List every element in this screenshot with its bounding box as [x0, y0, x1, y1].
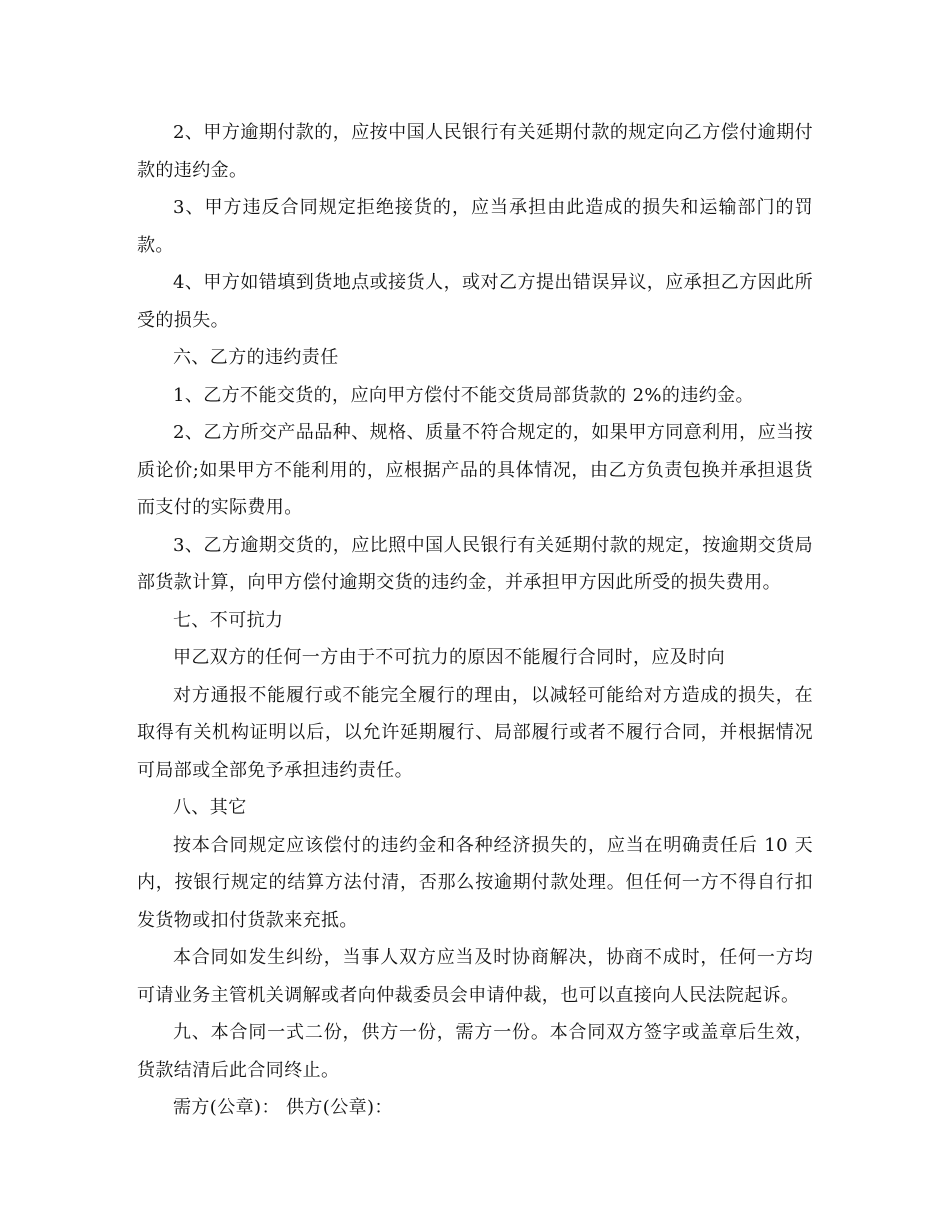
paragraph-buyer-late-payment: 2、甲方逾期付款的，应按中国人民银行有关延期付款的规定向乙方偿付逾期付款的违约金。: [137, 122, 813, 181]
paragraph-copies-effect: 九、本合同一式二份，供方一份，需方一份。本合同双方签字或盖章后生效，货款结清后此合同终止。: [137, 1022, 813, 1081]
paragraph-compensation-settlement: 按本合同规定应该偿付的违约金和各种经济损失的，应当在明确责任后 10 天内，按银行规定的结算方法付清，否那么按逾期付款处理。但任何一方不得自行扣发货物或扣付货款来充抵。: [137, 834, 813, 931]
section-heading-force-majeure: 七、不可抗力: [173, 609, 284, 631]
paragraph-seller-late-delivery: 3、乙方逾期交货的，应比照中国人民银行有关延期付款的规定，按逾期交货局部货款计算，向甲方偿付逾期交货的违约金，并承担甲方因此所受的损失费用。: [137, 534, 813, 593]
paragraph-seller-no-delivery: 1、乙方不能交货的，应向甲方偿付不能交货局部货款的 2%的违约金。: [173, 384, 754, 406]
paragraph-dispute-resolution: 本合同如发生纠纷，当事人双方应当及时协商解决，协商不成时，任何一方均可请业务主管机关调解或者向仲裁委员会申请仲裁，也可以直接向人民法院起诉。: [137, 947, 813, 1006]
paragraph-force-majeure-detail: 对方通报不能履行或不能完全履行的理由，以减轻可能给对方造成的损失，在取得有关机构证明以后，以允许延期履行、局部履行或者不履行合同，并根据情况可局部或全部免予承担违约责任。: [137, 684, 813, 781]
paragraph-buyer-refuse-delivery: 3、甲方违反合同规定拒绝接货的，应当承担由此造成的损失和运输部门的罚款。: [137, 197, 813, 256]
section-heading-seller-liability: 六、乙方的违约责任: [173, 347, 339, 368]
document-body: [137, 114, 813, 1127]
section-heading-other: 八、其它: [173, 797, 247, 818]
paragraph-seller-quality: 2、乙方所交产品品种、规格、质量不符合规定的，如果甲方同意利用，应当按质论价;如果甲方不能利用的，应根据产品的具体情况，由乙方负责包换并承担退货而支付的实际费用。: [137, 422, 813, 518]
paragraph-buyer-wrong-address: 4、甲方如错填到货地点或接货人，或对乙方提出错误异议，应承担乙方因此所受的损失。: [137, 272, 813, 331]
paragraph-force-majeure-intro: 甲乙双方的任何一方由于不可抗力的原因不能履行合同时，应及时向: [173, 647, 725, 668]
signature-line: 需方(公章)： 供方(公章)：: [173, 1097, 393, 1118]
